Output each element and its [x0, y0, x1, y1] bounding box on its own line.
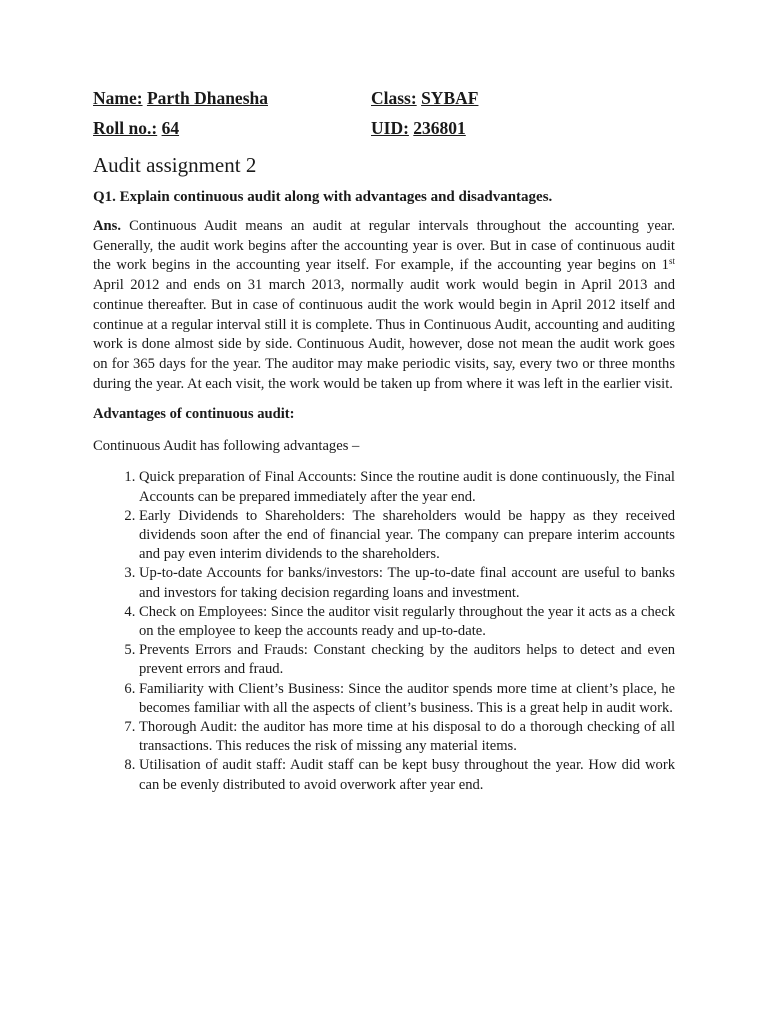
class-value: SYBAF: [421, 88, 479, 108]
list-item: 6. Familiarity with Client’s Business: Since the auditor spends more time at client’s place, he becomes familiar with all the aspects of client’s business. This is a great help in audit work.: [139, 680, 675, 718]
answer-text-part1: Continuous Audit means an audit at regular intervals throughout the accounting year. Generally, the audit work begins after the accounting year is over. But in case of continuous audit the work begins in the accounting year itself. For example, if the accounting year begins on 1: [93, 218, 675, 274]
list-item: 7. Thorough Audit: the auditor has more time at his disposal to do a thorough checking of all transactions. This reduces the risk of missing any material items.: [139, 718, 675, 756]
uid-label: UID:: [371, 118, 409, 138]
name-value: Parth Dhanesha: [146, 88, 268, 108]
advantages-list: [93, 468, 675, 794]
name-label: Name:: [93, 88, 143, 108]
uid-value: 236801: [413, 118, 466, 138]
answer-label: Ans.: [93, 218, 121, 234]
header-row-1: [93, 88, 675, 116]
name-field: [93, 88, 268, 109]
assignment-title: Audit assignment 2: [93, 153, 257, 177]
class-field: [371, 88, 478, 109]
list-item: 4. Check on Employees: Since the auditor visit regularly throughout the year it acts as a check on the employee to keep the accounts ready and up-to-date.: [139, 603, 675, 641]
list-item: 8. Utilisation of audit staff: Audit staff can be kept busy throughout the year. How did work can be evenly distributed to avoid overwork after year end.: [139, 756, 675, 794]
document-page: [93, 88, 675, 795]
advantages-intro: Continuous Audit has following advantages –: [93, 438, 360, 455]
question-text: Q1. Explain continuous audit along with advantages and disadvantages.: [93, 189, 553, 205]
list-item: 2. Early Dividends to Shareholders: The shareholders would be happy as they received dividends soon after the end of financial year. The company can prepare interim accounts and pay even interim dividends to the shareholders.: [139, 507, 675, 565]
roll-field: [93, 118, 179, 139]
list-item: 5. Prevents Errors and Frauds: Constant checking by the auditors helps to detect and even prevent errors and fraud.: [139, 641, 675, 679]
advantages-heading: Advantages of continuous audit:: [93, 406, 295, 423]
answer-superscript: st: [668, 256, 675, 267]
uid-field: [371, 118, 466, 139]
roll-value: 64: [161, 118, 180, 138]
answer-text-part2: April 2012 and ends on 31 march 2013, normally audit work would begin in April 2013 and continue thereafter. But in case of continuous audit the work would begin in April 2012 itself and continue at a regular interval still it is complete. Thus in Continuous Audit, accounting and auditing work is done almost side by side. Continuous Audit, however, dose not mean the audit work goes on for 365 days for the year. The auditor may make periodic visits, say, every two or three months during the year. At each visit, the work would be taken up from where it was left in the earlier visit.: [93, 277, 675, 392]
list-item: 1. Quick preparation of Final Accounts: Since the routine audit is done continuously, the Final Accounts can be prepared immediately after the year end.: [139, 468, 675, 506]
roll-label: Roll no.:: [93, 118, 158, 138]
answer-paragraph: [93, 217, 675, 394]
list-item: 3. Up-to-date Accounts for banks/investors: The up-to-date final account are useful to banks and investors for taking decision regarding loans and investment.: [139, 564, 675, 602]
class-label: Class:: [371, 88, 417, 108]
header-row-2: [93, 118, 675, 146]
